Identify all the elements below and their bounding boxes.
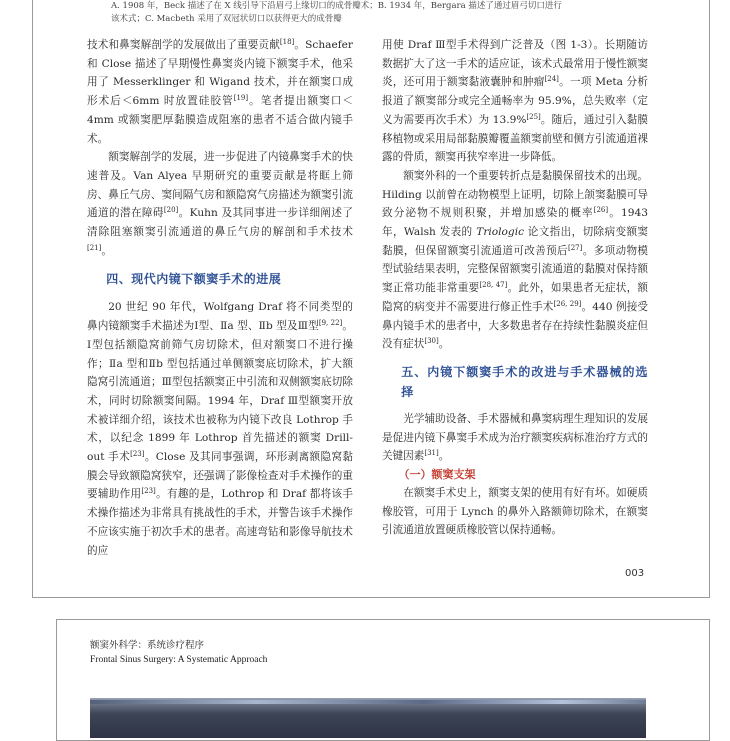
journal-title: Triologic: [476, 226, 525, 239]
figure-caption: [111, 0, 681, 26]
section-heading-5: 五、内镜下额窦手术的改进与手术器械的选择: [401, 364, 648, 399]
citation: [9, 22]: [318, 319, 343, 328]
citation: [31]: [424, 449, 439, 458]
citation: [18]: [279, 38, 295, 46]
paragraph: 光学辅助设备、手术器械和鼻窦病理生理知识的发展是促进内镜下鼻窦手术成为治疗额窦疾病标准治疗方式的关键因素[31]。: [382, 412, 648, 463]
citation: [25]: [526, 112, 541, 121]
page-number: 003: [625, 568, 645, 579]
paragraph: 用使 Draf Ⅲ型手术得到广泛普及（图 1-3）。长期随访数据扩大了这一手术的适应证，该术式最常用于慢性额窦炎，还可用于额窦黏液囊肿和肿瘤[24]。一项 Meta 分析报道了额窦部分或完全通畅率为 95.9%，总失败率（定义为需要再次手术）为 13.9%[25]。随后，通过引入黏膜移植物或采用局部黏膜瓣覆盖额窦前壁和侧方引流通道裸露的骨质，额窦再狭窄率进一步降低。: [382, 39, 648, 164]
caption-line-2: 该术式；C. Macbeth 采用了双冠状切口以获得更大的成骨瓣: [111, 14, 342, 24]
citation: [27]: [567, 243, 583, 252]
citation: [26, 29]: [553, 299, 582, 308]
book-page-next: [56, 619, 710, 741]
paragraph: 技术和鼻窦解剖学的发展做出了重要贡献[18]。Schaefer 和 Close 描述了早期慢性鼻窦炎内镜下额窦手术，他采用了 Messerklinger 和 Wigand 技术，并在额窦口成形术后＜6mm 时放置硅胶管[19]。笔者提出额窦口＜4mm 或额窦肥厚黏膜造成阻塞的患者不适合做内镜手术。: [87, 38, 354, 145]
citation: [19]: [233, 94, 249, 103]
paragraph: 额窦解剖学的发展，进一步促进了内镜鼻窦手术的快速普及。Van Alyea 早期研究的重要贡献是将眶上筛房、鼻丘气房、窦间隔气房和额隐窝气房描述为额窦引流通道的潜在障碍[20]。Kuhn 及其同事进一步详细阐述了清除阻塞额窦引流通道的鼻丘气房的解剖和手术技术[21]。: [87, 151, 353, 257]
citation: [20]: [163, 206, 179, 215]
header-title-en: Frontal Sinus Surgery: A Systematic Approach: [90, 655, 268, 665]
subsection-heading: （一）额窦支架: [398, 468, 476, 482]
caption-line-1: A. 1908 年，Beck 描述了在 X 线引导下沿眉弓上缘切口的成骨瓣术；B. 1934 年，Bergara 描述了通过眉弓切口进行: [111, 1, 562, 11]
paragraph: 额窦外科的一个重要转折点是黏膜保留技术的出现。Hilding 以前曾在动物模型上证明，切除上颌窦黏膜可导致分泌物不规则积聚，并增加感染的概率[26]。1943 年，Walsh 发表的 Triologic 论文指出，切除病变额窦黏膜，但保留额窦引流通道可改善预后[27]。多项动物模型试验结果表明，完整保留额窦引流通道的黏膜对保持额窦正常功能非常重要[28, 47]。此外，如果患者无症状，额隐窝的病变并不需要进行修正性手术[26, 29]。440 例接受鼻内镜手术的患者中，大多数患者存在持续性黏膜炎症但没有症状[30]。: [382, 169, 649, 351]
citation: [26]: [593, 206, 609, 215]
header-title-cn: 额窦外科学：系统诊疗程序: [90, 640, 205, 651]
citation: [24]: [544, 75, 559, 84]
endoscopic-figure-image: [90, 698, 646, 738]
figure-image-edge: [90, 700, 646, 704]
citation: [30]: [424, 337, 439, 346]
citation: [28, 47]: [479, 281, 508, 290]
running-header: [90, 638, 267, 668]
paragraph: 20 世纪 90 年代，Wolfgang Draf 将不同类型的鼻内镜额窦手术描述为Ⅰ型、Ⅱa 型、Ⅱb 型及Ⅲ型[9, 22]。Ⅰ型包括额隐窝前筛气房切除术，但对额窦口不进行操作；Ⅱa 型和Ⅱb 型包括通过单侧额窦底切除术，扩大额隐窝引流通道；Ⅲ型包括额窦正中引流和双侧额窦底切除术，同时切除额窦间隔。1994 年，Draf Ⅲ型额窦开放术被详细介绍，该技术也被称为内镜下改良 Lothrop 手术，以纪念 1899 年 Lothrop 首先描述的额窦 Drill-out 手术[23]。Close 及其同事强调，环形剥离额隐窝黏膜会导致额隐窝狭窄，还强调了影像检查对手术操作的重要辅助作用[23]。有趣的是，Lothrop 和 Draf 都将该手术操作描述为非常具有挑战性的手术，并警告该手术操作不应该实施于初次手术的患者。高速弯钻和影像导航技术的应: [87, 301, 354, 557]
citation: [21]: [87, 243, 102, 252]
right-column: [382, 36, 648, 540]
citation: [23]: [141, 487, 156, 496]
citation: [23]: [130, 450, 145, 459]
left-column: [87, 36, 353, 560]
section-heading-4: 四、现代内镜下额窦手术的进展: [106, 272, 282, 287]
paragraph: 在额窦手术史上，额窦支架的使用有好有坏。如硬质橡胶管，可用于 Lynch 的鼻外入路额筛切除术，在额窦引流通道放置硬质橡胶管以保持通畅。: [382, 487, 648, 537]
